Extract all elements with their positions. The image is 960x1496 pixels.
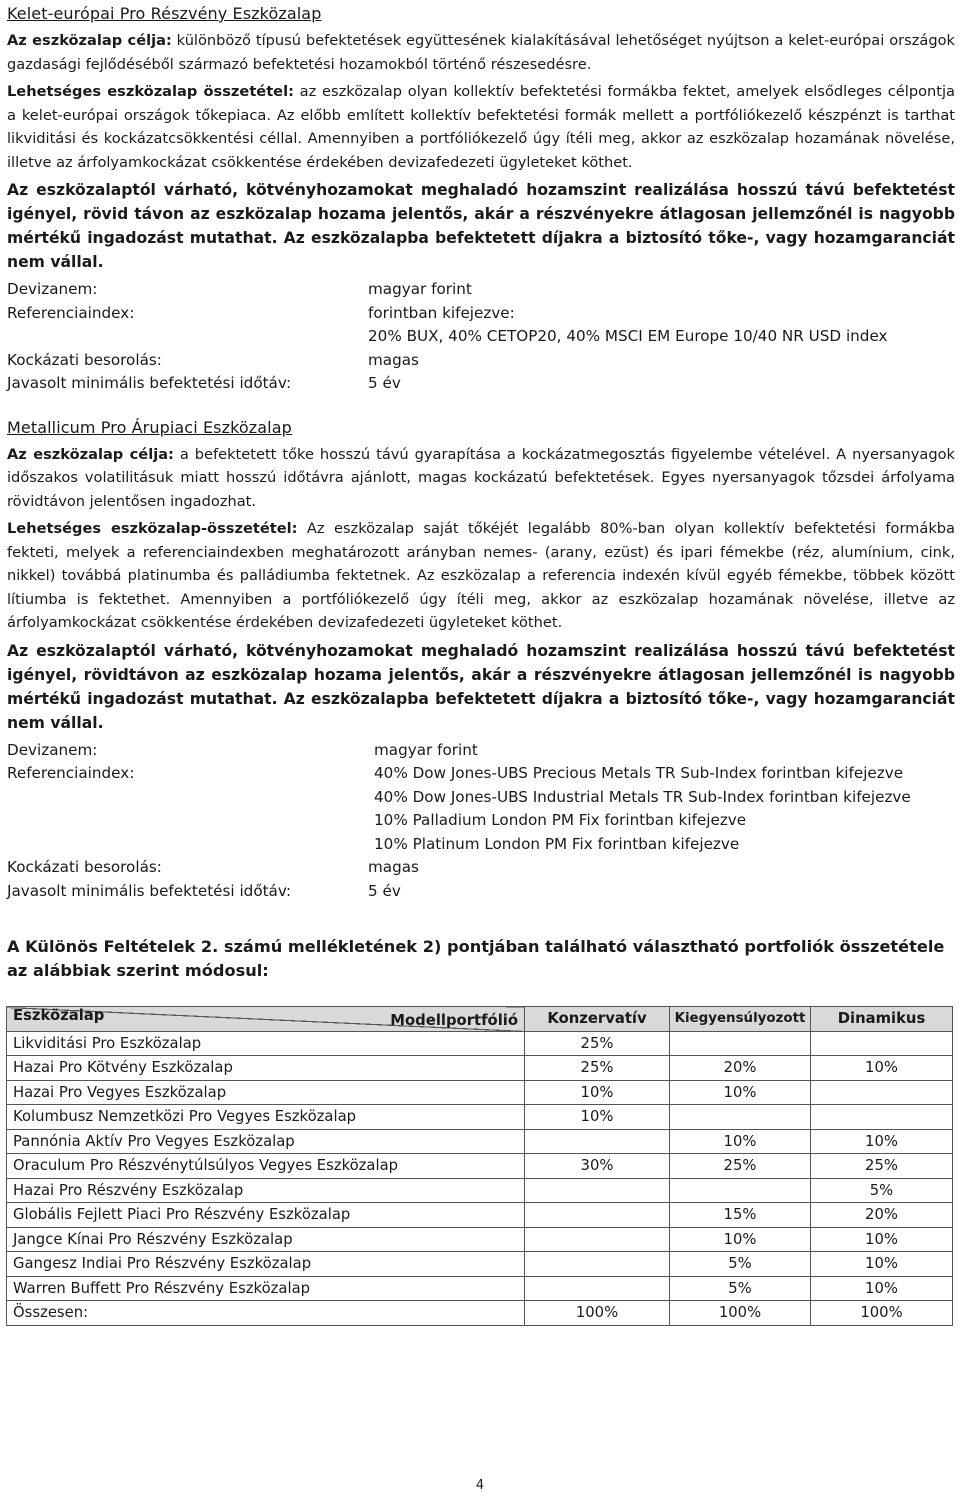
fund-composition-label: Lehetséges eszközalap összetétel: — [7, 83, 294, 100]
allocation-cell: 5% — [670, 1252, 811, 1277]
horizon-value: 5 év — [368, 881, 401, 900]
table-row — [7, 1276, 953, 1301]
allocation-cell — [525, 1203, 670, 1228]
table-row — [7, 1227, 953, 1252]
fund-composition-text: Az eszközalap saját tőkéjét legalább 80%-ban olyan kollektív befektetési formákba fekteti, melyek a referenciaindexben meghatározott arányban nemes- (arany, ezüst) és ipari fémekbe (réz, alumínium, cink, nikkel) továbbá platinumba és palládiumba fektetnek. Az eszközalap a referencia indexén kívül egyéb fémekbe, többek között lítiumba is fektethet. Amennyiben a portfóliókezelő úgy ítéli meg, akkor az eszközalap hozamának növelése, illetve az árfolyamkockázat csökkentése érdekében devizafedezeti ügyleteket köthet. — [7, 520, 956, 631]
allocation-cell: 10% — [525, 1080, 670, 1105]
fund-warning: Az eszközalaptól várható, kötvényhozamokat meghaladó hozamszint realizálása hosszú távú befektetést igényel, rövid távon az eszközalap hozama jelentős, akár a részvényekre átlagosan jellemzőnél is nagyobb mértékű ingadozást mutathat. Az eszközalapba befektetett díjakra a biztosító tőke-, vagy hozamgaranciát nem vállal. — [7, 181, 955, 271]
fund-goal-text: a befektetett tőke hosszú távú gyarapítása a kockázatmegosztás figyelembe vételével. A nyersanyagok időszakos volatilitásuk miatt hosszú időtávra ajánlott, magas kockázatú befektetések. Egyes nyersanyagok tőzsdei árfolyama rövidtávon jelentősen ingadozhat. — [7, 445, 956, 510]
column-header-konzervativ: Konzervatív — [525, 1007, 670, 1032]
allocation-cell — [811, 1031, 953, 1056]
table-row — [7, 1178, 953, 1203]
fund-composition — [7, 80, 955, 174]
table-row — [7, 1154, 953, 1179]
horizon-value: 5 év — [368, 374, 401, 392]
allocation-cell — [670, 1105, 811, 1130]
fund-name-cell: Gangesz Indiai Pro Részvény Eszközalap — [7, 1252, 525, 1277]
allocation-cell: 10% — [670, 1080, 811, 1105]
index-value: 40% Dow Jones-UBS Precious Metals TR Sub-Index forintban kifejezve — [374, 764, 904, 782]
allocation-cell — [525, 1178, 670, 1203]
allocation-cell: 10% — [525, 1105, 670, 1130]
fund-name-cell: Hazai Pro Kötvény Eszközalap — [7, 1056, 525, 1081]
allocation-cell: 25% — [525, 1056, 670, 1081]
index-value: 20% BUX, 40% CETOP20, 40% MSCI EM Europe 10/40 NR USD index — [368, 327, 888, 345]
fund-composition — [7, 517, 955, 635]
fund-title: Kelet-európai Pro Részvény Eszközalap — [7, 4, 322, 23]
column-header-dinamikus: Dinamikus — [811, 1007, 953, 1032]
fund-name-cell: Hazai Pro Részvény Eszközalap — [7, 1178, 525, 1203]
allocation-cell — [525, 1276, 670, 1301]
allocation-cell: 25% — [670, 1154, 811, 1179]
horizon-label: Javasolt minimális befektetési időtáv: — [7, 881, 292, 900]
fund-name-cell: Összesen: — [7, 1301, 525, 1326]
fund-warning: Az eszközalaptól várható, kötvényhozamokat meghaladó hozamszint realizálása hosszú távú befektetést igényel, rövidtávon az eszközalap hozama jelentős, akár a részvényekre átlagosan jellemzőnél is nagyobb mértékű ingadozást mutathat. Az eszközalapba befektetett díjakra a biztosító tőke-, vagy hozamgaranciát nem vállal. — [7, 641, 955, 732]
portfolio-allocation-table — [6, 1006, 953, 1326]
fund-name-cell: Hazai Pro Vegyes Eszközalap — [7, 1080, 525, 1105]
allocation-cell: 10% — [811, 1276, 953, 1301]
allocation-cell: 100% — [811, 1301, 953, 1326]
fund-info — [7, 278, 955, 396]
table-row — [7, 1203, 953, 1228]
allocation-cell — [525, 1129, 670, 1154]
allocation-cell — [811, 1105, 953, 1130]
currency-label: Devizanem: — [7, 740, 98, 759]
allocation-cell — [525, 1227, 670, 1252]
table-body — [7, 1031, 953, 1325]
fund-name-cell: Warren Buffett Pro Részvény Eszközalap — [7, 1276, 525, 1301]
table-row — [7, 1129, 953, 1154]
allocation-cell — [670, 1031, 811, 1056]
allocation-cell: 20% — [811, 1203, 953, 1228]
allocation-cell: 100% — [670, 1301, 811, 1326]
allocation-cell: 25% — [811, 1154, 953, 1179]
currency-label: Devizanem: — [7, 280, 98, 298]
allocation-cell: 30% — [525, 1154, 670, 1179]
fund-goal — [7, 29, 955, 76]
fund-name-cell: Pannónia Aktív Pro Vegyes Eszközalap — [7, 1129, 525, 1154]
fund-title: Metallicum Pro Árupiaci Eszközalap — [7, 417, 292, 437]
table-corner-header — [7, 1007, 525, 1032]
table-row — [7, 1252, 953, 1277]
allocation-cell: 10% — [811, 1252, 953, 1277]
allocation-cell: 20% — [670, 1056, 811, 1081]
table-header-row — [7, 1007, 953, 1032]
allocation-cell: 15% — [670, 1203, 811, 1228]
index-label: Referenciaindex: — [7, 303, 135, 322]
document-page — [7, 0, 955, 1326]
fund-name-cell: Oraculum Pro Részvénytúlsúlyos Vegyes Eszközalap — [7, 1154, 525, 1179]
allocation-cell: 5% — [670, 1276, 811, 1301]
index-value: 10% Platinum London PM Fix forintban kifejezve — [374, 834, 740, 853]
fund-goal-label: Az eszközalap célja: — [7, 32, 172, 49]
fund-composition-label: Lehetséges eszközalap-összetétel: — [7, 520, 298, 537]
table-row — [7, 1105, 953, 1130]
table-row — [7, 1031, 953, 1056]
table-row — [7, 1056, 953, 1081]
risk-value: magas — [368, 350, 419, 369]
allocation-cell: 10% — [670, 1227, 811, 1252]
fund-goal-label: Az eszközalap célja: — [7, 445, 174, 463]
allocation-cell: 10% — [811, 1227, 953, 1252]
fund-name-cell: Globális Fejlett Piaci Pro Részvény Eszközalap — [7, 1203, 525, 1228]
horizon-label: Javasolt minimális befektetési időtáv: — [7, 374, 292, 392]
fund-name-cell: Likviditási Pro Eszközalap — [7, 1031, 525, 1056]
risk-label: Kockázati besorolás: — [7, 350, 162, 369]
table-total-row — [7, 1301, 953, 1326]
risk-label: Kockázati besorolás: — [7, 858, 162, 876]
corner-top-label: Modellportfólió — [390, 1012, 518, 1029]
allocation-cell: 10% — [811, 1129, 953, 1154]
index-value: forintban kifejezve: — [368, 303, 515, 322]
page-number: 4 — [475, 1478, 485, 1493]
allocation-cell: 10% — [811, 1056, 953, 1081]
index-value: 40% Dow Jones-UBS Industrial Metals TR Sub-Index forintban kifejezve — [374, 787, 911, 806]
fund-goal-text: különböző típusú befektetések együttesének kialakításával lehetőséget nyújtson a kelet-európai országok gazdasági fejlődéséből származó befektetési hozamokból történő részesedésre. — [7, 32, 955, 73]
table-row — [7, 1080, 953, 1105]
allocation-cell: 25% — [525, 1031, 670, 1056]
fund-name-cell: Kolumbusz Nemzetközi Pro Vegyes Eszközalap — [7, 1105, 525, 1130]
fund-composition-text: az eszközalap olyan kollektív befektetési formákba fektet, amelyek elsődleges célpontja a kelet-európai országok tőkepiaca. Az előbb említett kollektív befektetési formák mellett a portfóliókezelő készpénzt is tarthat likviditási és kockázatcsökkentési céllal. Amennyiben a portfóliókezelő úgy ítéli meg, akkor az eszközalap hozamának növelése, illetve az árfolyamkockázat csökkentése érdekében devizafedezeti ügyleteket köthet. — [7, 83, 955, 171]
fund-name-cell: Jangce Kínai Pro Részvény Eszközalap — [7, 1227, 525, 1252]
allocation-cell — [670, 1178, 811, 1203]
allocation-cell — [811, 1080, 953, 1105]
column-header-kiegyensulyozott: Kiegyensúlyozott — [670, 1007, 811, 1032]
fund-goal — [7, 443, 955, 514]
index-value: 10% Palladium London PM Fix forintban kifejezve — [374, 811, 747, 829]
currency-value: magyar forint — [374, 740, 478, 759]
index-label: Referenciaindex: — [7, 764, 135, 782]
allocation-cell: 100% — [525, 1301, 670, 1326]
currency-value: magyar forint — [368, 280, 472, 298]
corner-bottom-label: Eszközalap — [13, 1006, 105, 1024]
risk-value: magas — [368, 858, 419, 876]
section-heading: A Különös Feltételek 2. számú mellékletének 2) pontjában található választható portfoliók összetétele az alábbiak szerint módosul: — [7, 937, 945, 980]
allocation-cell: 5% — [811, 1178, 953, 1203]
allocation-cell — [525, 1252, 670, 1277]
fund-info — [7, 739, 955, 904]
allocation-cell: 10% — [670, 1129, 811, 1154]
